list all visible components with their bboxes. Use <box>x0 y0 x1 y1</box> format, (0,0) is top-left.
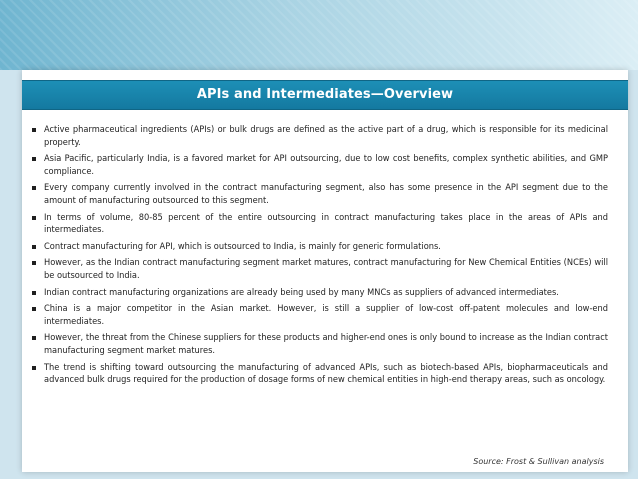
bullet-item <box>30 303 608 328</box>
bullet-item <box>30 287 608 300</box>
square-bullet-icon <box>32 366 36 370</box>
bullet-text: Active pharmaceutical ingredients (APIs) or bulk drugs are defined as the active part of a drug, which is responsible for its medicinal property. <box>44 124 608 148</box>
bullet-item <box>30 257 608 282</box>
bullet-text: The trend is shifting toward outsourcing the manufacturing of advanced APIs, such as biotech-based APIs, biopharmaceuticals and advanced bulk drugs required for the production of dosage forms of new chemical entities in high-end therapy areas, such as oncology. <box>44 361 608 386</box>
bullet-text: However, the threat from the Chinese suppliers for these products and higher-end ones is only bound to increase as the Indian contract manufacturing segment market matures. <box>44 332 608 356</box>
square-bullet-icon <box>32 336 36 340</box>
content-card <box>22 70 628 472</box>
square-bullet-icon <box>32 157 36 161</box>
bullet-item <box>30 241 608 254</box>
bullet-item <box>30 182 608 207</box>
bullet-item <box>30 212 608 237</box>
square-bullet-icon <box>32 261 36 265</box>
square-bullet-icon <box>32 245 36 249</box>
bullet-text: Indian contract manufacturing organizations are already being used by many MNCs as suppliers of advanced intermediates. <box>44 286 559 298</box>
bullet-item <box>30 124 608 149</box>
square-bullet-icon <box>32 307 36 311</box>
bullet-text: Asia Pacific, particularly India, is a favored market for API outsourcing, due to low cost benefits, complex synthetic abilities, and GMP compliance. <box>44 153 608 177</box>
bullet-item <box>30 332 608 357</box>
bullet-text: Every company currently involved in the contract manufacturing segment, also has some presence in the API segment due to the amount of manufacturing outsourced to this segment. <box>44 182 608 206</box>
bullet-item <box>30 153 608 178</box>
slide-title: APIs and Intermediates—Overview <box>196 87 454 102</box>
square-bullet-icon <box>32 216 36 220</box>
bullet-text: However, as the Indian contract manufacturing segment market matures, contract manufacturing for New Chemical Entities (NCEs) will be outsourced to India. <box>44 257 608 281</box>
decorative-stripes <box>0 0 638 70</box>
bullet-text: In terms of volume, 80-85 percent of the entire outsourcing in contract manufacturing takes place in the areas of APIs and intermediates. <box>44 211 608 236</box>
bullet-text: Contract manufacturing for API, which is outsourced to India, is mainly for generic formulations. <box>44 240 441 252</box>
title-bar <box>22 80 628 110</box>
square-bullet-icon <box>32 291 36 295</box>
bullet-item <box>30 362 608 387</box>
bullet-list <box>30 124 608 391</box>
square-bullet-icon <box>32 128 36 132</box>
source-note: Source: Frost & Sullivan analysis <box>473 457 604 466</box>
square-bullet-icon <box>32 186 36 190</box>
bullet-text: China is a major competitor in the Asian market. However, is still a supplier of low-cost off-patent molecules and low-end intermediates. <box>44 303 608 327</box>
